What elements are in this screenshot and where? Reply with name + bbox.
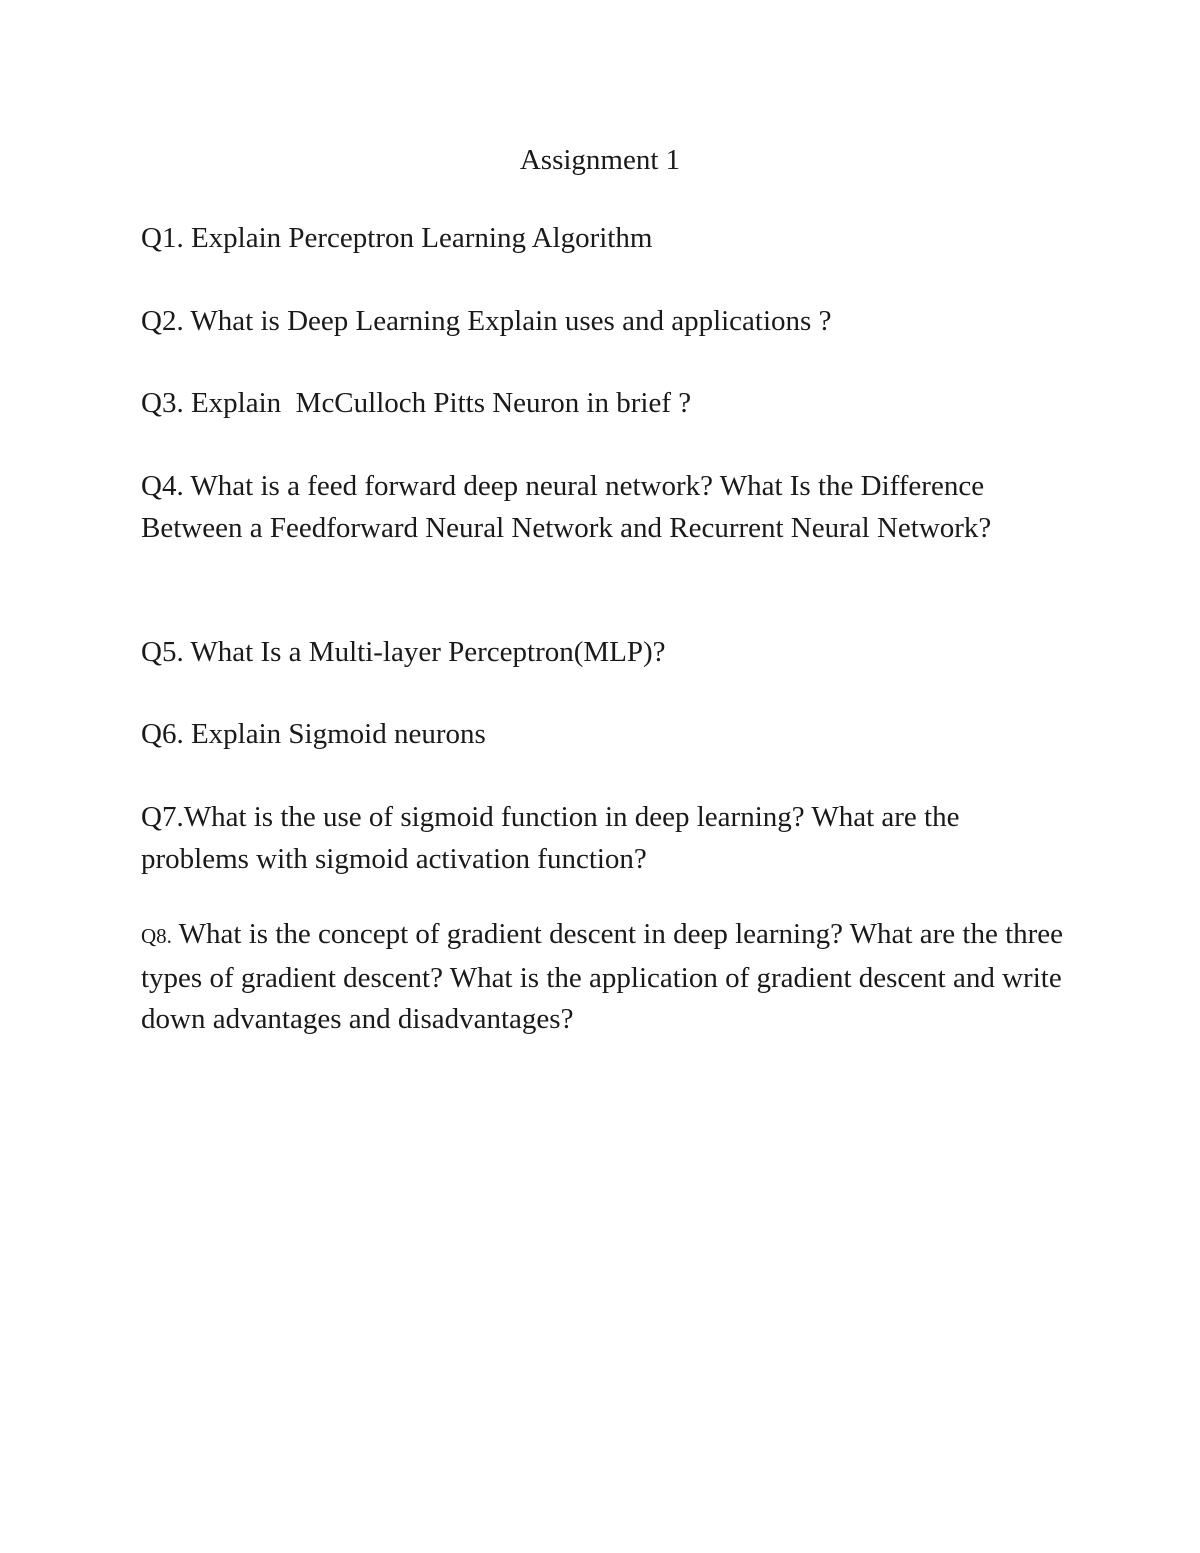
question-8 <box>141 914 1071 1041</box>
page-title: Assignment 1 <box>519 144 681 176</box>
question-2 <box>141 301 1071 343</box>
question-number: Q8. <box>141 924 172 948</box>
question-6 <box>141 714 1071 756</box>
question-text: What Is a Multi-layer Perceptron(MLP)? <box>183 636 666 668</box>
question-number: Q2. <box>141 305 184 337</box>
question-number: Q7. <box>141 801 184 833</box>
question-5 <box>141 632 1071 674</box>
question-text: What is Deep Learning Explain uses and applications ? <box>183 305 832 337</box>
question-text: What is a feed forward deep neural network? What Is the Difference Between a Feedforward Neural Network and Recurrent Neural Network? <box>141 470 992 544</box>
question-number: Q1. <box>141 222 184 254</box>
question-text: What is the concept of gradient descent in deep learning? What are the three types of gradient descent? What is the application of gradient descent and write down advantages and disadvantages? <box>141 918 1064 1035</box>
question-text: Explain Perceptron Learning Algorithm <box>183 222 653 254</box>
question-number: Q3. <box>141 387 184 419</box>
question-number: Q5. <box>141 636 184 668</box>
question-3 <box>141 383 1071 425</box>
question-number: Q4. <box>141 470 184 502</box>
question-number: Q6. <box>141 718 184 750</box>
question-7 <box>141 797 1071 880</box>
question-text: Explain McCulloch Pitts Neuron in brief ? <box>183 387 692 419</box>
question-text: Explain Sigmoid neurons <box>183 718 486 750</box>
question-1 <box>141 218 1071 260</box>
question-text: What is the use of sigmoid function in deep learning? What are the problems with sigmoid activation function? <box>141 801 960 875</box>
question-4 <box>141 466 1071 549</box>
